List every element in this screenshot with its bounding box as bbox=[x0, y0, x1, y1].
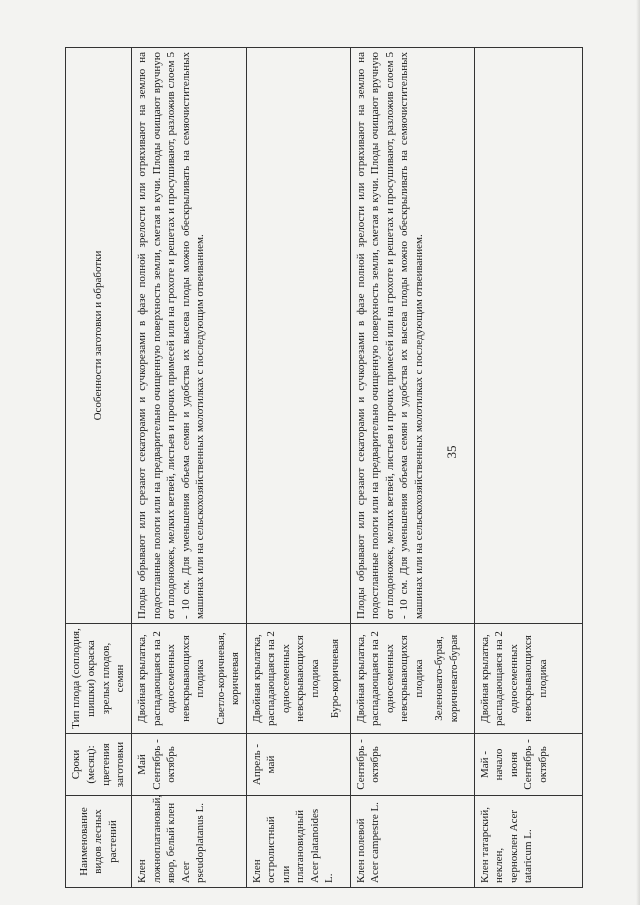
fruit-color: Буро-коричневая bbox=[329, 638, 342, 719]
table-header-row bbox=[66, 48, 132, 888]
fruit-type: Двойная крылатка, распадающаяся на 2 односеменных невскрывающихся плодика bbox=[478, 631, 549, 726]
page-number: 35 bbox=[444, 445, 459, 459]
species-name: Клен ложноплатановый, явор, белый клен Acer pseudoplatanus L. bbox=[132, 796, 247, 888]
fruit-color: Зеленовато-бурая, коричневато-бурая bbox=[433, 634, 460, 723]
header-fruit-type: Тип плода (соплодия, шишки) окраска зрелых плодов, семян bbox=[66, 624, 132, 734]
harvest-table bbox=[65, 47, 583, 888]
fruit-type: Двойная крылатка, распадающаяся на 2 односеменных невскрывающихся плодика bbox=[354, 631, 425, 726]
fruit-cell bbox=[246, 624, 350, 734]
season-cell bbox=[474, 734, 582, 796]
season-cell bbox=[246, 734, 350, 796]
header-season: Сроки (месяц): цветения заготовки bbox=[66, 734, 132, 796]
fruit-type: Двойная крылатка, распадающаяся на 2 односеменных невскрывающихся плодика bbox=[250, 631, 321, 726]
fruit-cell bbox=[132, 624, 247, 734]
processing-text: Плоды обрывают или срезают секаторами и сучкорезами в фазе полной зрелости или отряхивают на землю на подостланные пологи или на предварительно очищенную поверхность земли, сметая в кучи. Плоды очищают вручную от плодоножек, мелких ветвей, листьев и прочих примесей или на грохоте и решетах и просушивают, разложив слоем 5 - 10 см. Для уменьшения объема семян и удобства их высева плоды можно обескрыливать на семяочистительных машинах или на сельскохозяйственных молотилках с последующим отвеиванием. bbox=[132, 48, 247, 624]
species-name: Клен остролистный или платановидный Acer platanoides L. bbox=[246, 796, 350, 888]
species-name: Клен полевой Acer campestre L. bbox=[350, 796, 474, 888]
rotated-table-wrapper bbox=[65, 48, 575, 888]
harvest-months: Сентябрь - октябрь bbox=[150, 739, 178, 790]
processing-text bbox=[246, 48, 350, 624]
table-row bbox=[474, 48, 582, 888]
fruit-cell bbox=[350, 624, 474, 734]
fruit-type: Двойная крылатка, распадающаяся на 2 односеменных невскрывающихся плодика bbox=[136, 631, 207, 726]
fruit-color: Светло-коричневая, коричневая bbox=[214, 632, 242, 725]
season-cell bbox=[132, 734, 247, 796]
flowering-month: Май bbox=[136, 754, 148, 775]
harvest-months: Сентябрь - октябрь bbox=[354, 739, 382, 790]
flowering-month: Апрель - май bbox=[250, 743, 278, 786]
processing-text bbox=[474, 48, 582, 624]
scan-shadow-edge bbox=[636, 0, 640, 905]
season-cell bbox=[350, 734, 474, 796]
flowering-month: Май - начало июня bbox=[478, 748, 520, 781]
species-name: Клен татарский, неклен, черноклен Acer tataricum L. bbox=[474, 796, 582, 888]
header-species-name: Наименование видов лесных растений bbox=[66, 796, 132, 888]
harvest-months: Сентябрь - октябрь bbox=[522, 739, 549, 790]
fruit-cell bbox=[474, 624, 582, 734]
table-row bbox=[132, 48, 247, 888]
table-row bbox=[350, 48, 474, 888]
table-row bbox=[246, 48, 350, 888]
processing-text: Плоды обрывают или срезают секаторами и сучкорезами в фазе полной зрелости или отряхивают на землю на подостланные пологи или на предварительно очищенную поверхность земли, сметая в кучи. Плоды очищают вручную от плодоножек, мелких ветвей, листьев и прочих примесей или на грохоте и решетах и просушивают, разложив слоем 5 - 10 см. Для уменьшения объема семян и удобства их высева плоды можно обескрыливать на семяочистительных машинах или на сельскохозяйственных молотилках с последующим отвеиванием. bbox=[350, 48, 474, 624]
header-processing: Особенности заготовки и обработки bbox=[66, 48, 132, 624]
